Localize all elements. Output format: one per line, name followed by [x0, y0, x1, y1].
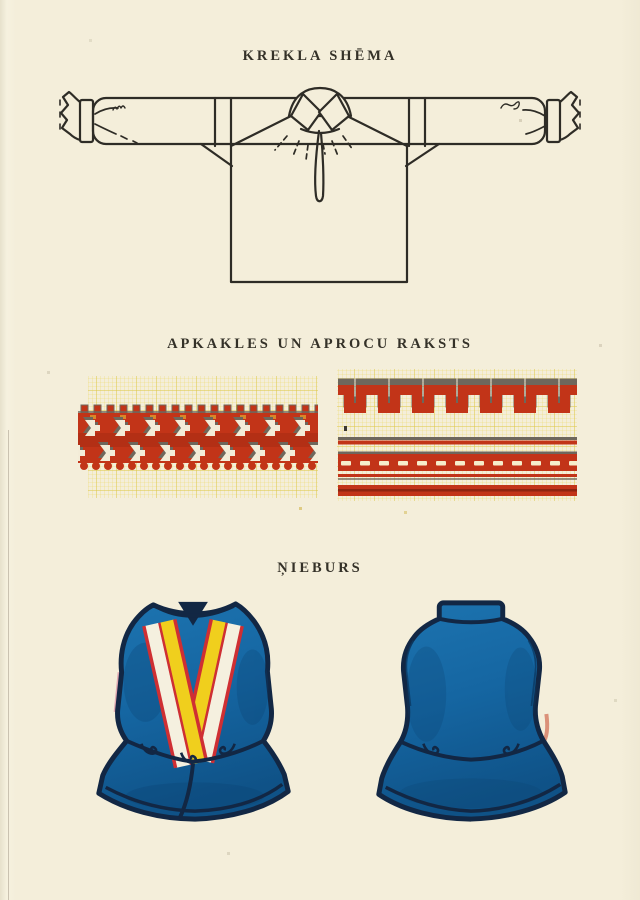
left-cuff-frill [61, 92, 80, 140]
shirt-schematic-illustration [55, 84, 585, 292]
cuff-pattern-illustration [334, 366, 582, 506]
embroidery-band [78, 404, 318, 471]
left-shoulder-strap [215, 98, 231, 146]
scan-edge-line [8, 430, 9, 900]
section-title-shirt-schema: KREKLA SHĒMA [242, 48, 398, 64]
bodice-front-illustration [76, 592, 314, 832]
right-cuff-scribble [501, 102, 519, 109]
bodice-back-illustration [352, 594, 590, 826]
meander-band [338, 374, 577, 431]
left-cuff-band [80, 100, 93, 142]
section-title-bodice: ŅIEBURS [277, 560, 363, 576]
left-cuff-scribble [113, 106, 125, 110]
neck-tie [315, 131, 323, 201]
shirt-body [231, 146, 407, 282]
section-title-collar-cuff-pattern: APKAKLES UN APROCU RAKSTS [167, 336, 473, 352]
right-cuff-band [547, 100, 560, 142]
right-shoulder-strap [409, 98, 425, 146]
paper-specks [0, 0, 1, 1]
collar-pattern-illustration [76, 370, 324, 508]
gather-rays [275, 136, 353, 160]
right-cuff-frill [560, 92, 579, 140]
